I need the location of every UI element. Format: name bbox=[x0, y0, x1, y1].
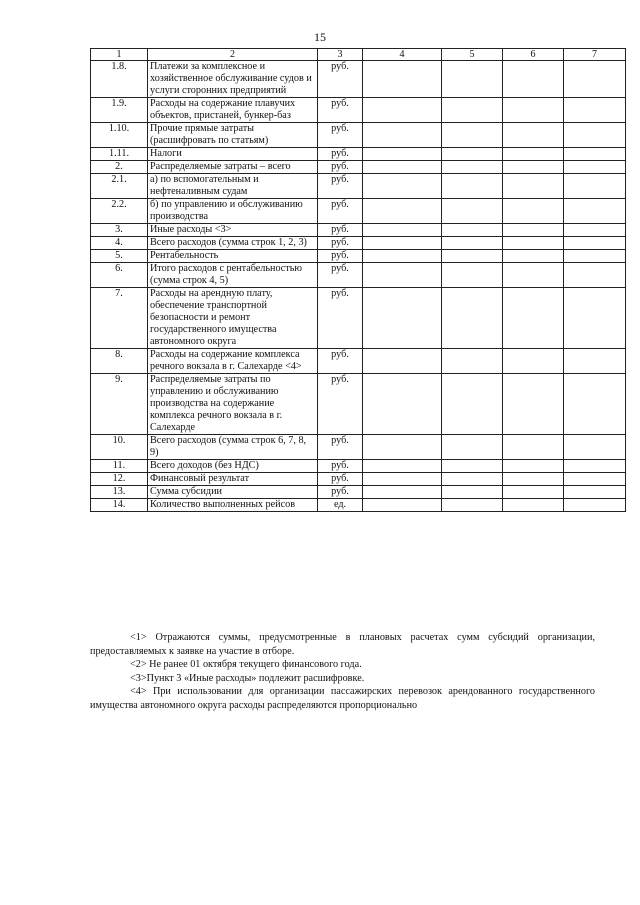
row-description: Всего доходов (без НДС) bbox=[148, 460, 318, 473]
footnote-4: <4> При использовании для организации пассажирских перевозок арендованного государственного имущества автономного округа расходы распределяются пропорционально bbox=[90, 686, 595, 711]
empty-value-cell bbox=[564, 263, 626, 288]
empty-value-cell bbox=[363, 499, 442, 512]
empty-value-cell bbox=[363, 250, 442, 263]
empty-value-cell bbox=[503, 237, 564, 250]
footnote-1: <1> Отражаются суммы, предусмотренные в плановых расчетах сумм субсидий организации, предоставляемых к заявке на участие в отборе. bbox=[90, 632, 595, 657]
row-description: Прочие прямые затраты (расшифровать по статьям) bbox=[148, 123, 318, 148]
empty-value-cell bbox=[442, 486, 503, 499]
empty-value-cell bbox=[442, 435, 503, 460]
table-row bbox=[91, 263, 626, 288]
empty-value-cell bbox=[363, 460, 442, 473]
row-description: Распределяемые затраты по управлению и обслуживанию производства на содержание комплекса речного вокзала в г. Салехарде bbox=[148, 374, 318, 435]
empty-value-cell bbox=[564, 473, 626, 486]
table-header-row bbox=[91, 49, 626, 61]
empty-value-cell bbox=[503, 161, 564, 174]
table-row bbox=[91, 250, 626, 263]
empty-value-cell bbox=[503, 499, 564, 512]
row-unit: руб. bbox=[318, 148, 363, 161]
row-number: 1.10. bbox=[91, 123, 148, 148]
empty-value-cell bbox=[363, 435, 442, 460]
row-unit: руб. bbox=[318, 263, 363, 288]
table-row bbox=[91, 98, 626, 123]
column-header: 6 bbox=[503, 49, 564, 61]
row-description: Всего расходов (сумма строк 6, 7, 8, 9) bbox=[148, 435, 318, 460]
row-unit: руб. bbox=[318, 61, 363, 98]
empty-value-cell bbox=[564, 148, 626, 161]
empty-value-cell bbox=[363, 374, 442, 435]
table-row bbox=[91, 148, 626, 161]
row-unit: руб. bbox=[318, 250, 363, 263]
empty-value-cell bbox=[503, 123, 564, 148]
row-description: Распределяемые затраты – всего bbox=[148, 161, 318, 174]
budget-table bbox=[90, 48, 626, 512]
empty-value-cell bbox=[442, 123, 503, 148]
row-description: Расходы на арендную плату, обеспечение транспортной безопасности и ремонт государственного имущества автономного округа bbox=[148, 288, 318, 349]
row-unit: руб. bbox=[318, 174, 363, 199]
row-unit: руб. bbox=[318, 486, 363, 499]
column-header: 2 bbox=[148, 49, 318, 61]
row-number: 1.9. bbox=[91, 98, 148, 123]
column-header: 3 bbox=[318, 49, 363, 61]
column-header: 7 bbox=[564, 49, 626, 61]
empty-value-cell bbox=[363, 148, 442, 161]
row-number: 6. bbox=[91, 263, 148, 288]
row-description: Платежи за комплексное и хозяйственное обслуживание судов и услуги сторонних предприятий bbox=[148, 61, 318, 98]
empty-value-cell bbox=[564, 349, 626, 374]
row-number: 3. bbox=[91, 224, 148, 237]
empty-value-cell bbox=[503, 98, 564, 123]
empty-value-cell bbox=[363, 199, 442, 224]
row-description: Налоги bbox=[148, 148, 318, 161]
table-row bbox=[91, 435, 626, 460]
empty-value-cell bbox=[363, 224, 442, 237]
table-row bbox=[91, 288, 626, 349]
row-description: Расходы на содержание комплекса речного вокзала в г. Салехарде <4> bbox=[148, 349, 318, 374]
row-number: 4. bbox=[91, 237, 148, 250]
row-description: Рентабельность bbox=[148, 250, 318, 263]
empty-value-cell bbox=[363, 473, 442, 486]
empty-value-cell bbox=[503, 61, 564, 98]
row-unit: руб. bbox=[318, 374, 363, 435]
empty-value-cell bbox=[503, 199, 564, 224]
table-body bbox=[91, 49, 626, 512]
empty-value-cell bbox=[442, 174, 503, 199]
empty-value-cell bbox=[564, 460, 626, 473]
empty-value-cell bbox=[564, 174, 626, 199]
empty-value-cell bbox=[442, 199, 503, 224]
empty-value-cell bbox=[564, 288, 626, 349]
empty-value-cell bbox=[564, 486, 626, 499]
row-number: 2. bbox=[91, 161, 148, 174]
row-number: 14. bbox=[91, 499, 148, 512]
row-unit: руб. bbox=[318, 98, 363, 123]
empty-value-cell bbox=[503, 250, 564, 263]
column-header: 4 bbox=[363, 49, 442, 61]
empty-value-cell bbox=[503, 349, 564, 374]
empty-value-cell bbox=[442, 237, 503, 250]
table-row bbox=[91, 349, 626, 374]
empty-value-cell bbox=[363, 161, 442, 174]
table-row bbox=[91, 237, 626, 250]
table-row bbox=[91, 224, 626, 237]
row-number: 5. bbox=[91, 250, 148, 263]
empty-value-cell bbox=[503, 148, 564, 161]
row-unit: руб. bbox=[318, 435, 363, 460]
empty-value-cell bbox=[442, 473, 503, 486]
table-row bbox=[91, 61, 626, 98]
column-header: 5 bbox=[442, 49, 503, 61]
row-unit: руб. bbox=[318, 460, 363, 473]
empty-value-cell bbox=[564, 237, 626, 250]
row-description: Сумма субсидии bbox=[148, 486, 318, 499]
empty-value-cell bbox=[564, 499, 626, 512]
empty-value-cell bbox=[442, 288, 503, 349]
table-row bbox=[91, 174, 626, 199]
empty-value-cell bbox=[363, 61, 442, 98]
empty-value-cell bbox=[363, 98, 442, 123]
row-number: 10. bbox=[91, 435, 148, 460]
empty-value-cell bbox=[363, 486, 442, 499]
table-row bbox=[91, 199, 626, 224]
empty-value-cell bbox=[442, 460, 503, 473]
row-description: Иные расходы <3> bbox=[148, 224, 318, 237]
empty-value-cell bbox=[564, 199, 626, 224]
empty-value-cell bbox=[564, 61, 626, 98]
empty-value-cell bbox=[442, 349, 503, 374]
table-row bbox=[91, 374, 626, 435]
empty-value-cell bbox=[564, 224, 626, 237]
row-number: 12. bbox=[91, 473, 148, 486]
empty-value-cell bbox=[363, 237, 442, 250]
row-unit: руб. bbox=[318, 473, 363, 486]
row-number: 2.1. bbox=[91, 174, 148, 199]
empty-value-cell bbox=[442, 61, 503, 98]
empty-value-cell bbox=[442, 263, 503, 288]
empty-value-cell bbox=[503, 473, 564, 486]
table-row bbox=[91, 499, 626, 512]
row-description: Финансовый результат bbox=[148, 473, 318, 486]
row-description: Расходы на содержание плавучих объектов, пристаней, бункер-баз bbox=[148, 98, 318, 123]
row-number: 2.2. bbox=[91, 199, 148, 224]
empty-value-cell bbox=[442, 98, 503, 123]
row-number: 8. bbox=[91, 349, 148, 374]
empty-value-cell bbox=[564, 435, 626, 460]
empty-value-cell bbox=[503, 263, 564, 288]
table-row bbox=[91, 486, 626, 499]
row-description: Всего расходов (сумма строк 1, 2, 3) bbox=[148, 237, 318, 250]
empty-value-cell bbox=[363, 288, 442, 349]
row-unit: руб. bbox=[318, 123, 363, 148]
empty-value-cell bbox=[363, 263, 442, 288]
empty-value-cell bbox=[503, 460, 564, 473]
table-row bbox=[91, 473, 626, 486]
empty-value-cell bbox=[564, 374, 626, 435]
empty-value-cell bbox=[363, 174, 442, 199]
row-unit: руб. bbox=[318, 237, 363, 250]
empty-value-cell bbox=[503, 435, 564, 460]
row-number: 11. bbox=[91, 460, 148, 473]
row-unit: руб. bbox=[318, 224, 363, 237]
row-number: 13. bbox=[91, 486, 148, 499]
empty-value-cell bbox=[442, 161, 503, 174]
row-description: а) по вспомогательным и нефтеналивным судам bbox=[148, 174, 318, 199]
empty-value-cell bbox=[503, 486, 564, 499]
empty-value-cell bbox=[363, 123, 442, 148]
empty-value-cell bbox=[442, 224, 503, 237]
row-number: 1.11. bbox=[91, 148, 148, 161]
row-number: 7. bbox=[91, 288, 148, 349]
row-unit: руб. bbox=[318, 161, 363, 174]
row-unit: руб. bbox=[318, 199, 363, 224]
row-description: Количество выполненных рейсов bbox=[148, 499, 318, 512]
empty-value-cell bbox=[442, 250, 503, 263]
empty-value-cell bbox=[363, 349, 442, 374]
table-row bbox=[91, 161, 626, 174]
row-number: 1.8. bbox=[91, 61, 148, 98]
empty-value-cell bbox=[503, 374, 564, 435]
empty-value-cell bbox=[442, 499, 503, 512]
row-description: Итого расходов с рентабельностью (сумма строк 4, 5) bbox=[148, 263, 318, 288]
footnotes bbox=[90, 631, 595, 712]
row-unit: руб. bbox=[318, 288, 363, 349]
empty-value-cell bbox=[442, 374, 503, 435]
footnote-2: <2> Не ранее 01 октября текущего финансового года. bbox=[130, 659, 362, 670]
empty-value-cell bbox=[442, 148, 503, 161]
empty-value-cell bbox=[564, 98, 626, 123]
table-row bbox=[91, 123, 626, 148]
empty-value-cell bbox=[503, 174, 564, 199]
empty-value-cell bbox=[564, 250, 626, 263]
row-description: б) по управлению и обслуживанию производства bbox=[148, 199, 318, 224]
page-number: 15 bbox=[314, 30, 326, 44]
empty-value-cell bbox=[564, 123, 626, 148]
empty-value-cell bbox=[503, 224, 564, 237]
empty-value-cell bbox=[564, 161, 626, 174]
row-unit: руб. bbox=[318, 349, 363, 374]
column-header: 1 bbox=[91, 49, 148, 61]
row-unit: ед. bbox=[318, 499, 363, 512]
table-row bbox=[91, 460, 626, 473]
empty-value-cell bbox=[503, 288, 564, 349]
footnote-3: <3>Пункт 3 «Иные расходы» подлежит расшифровке. bbox=[130, 672, 365, 684]
row-number: 9. bbox=[91, 374, 148, 435]
